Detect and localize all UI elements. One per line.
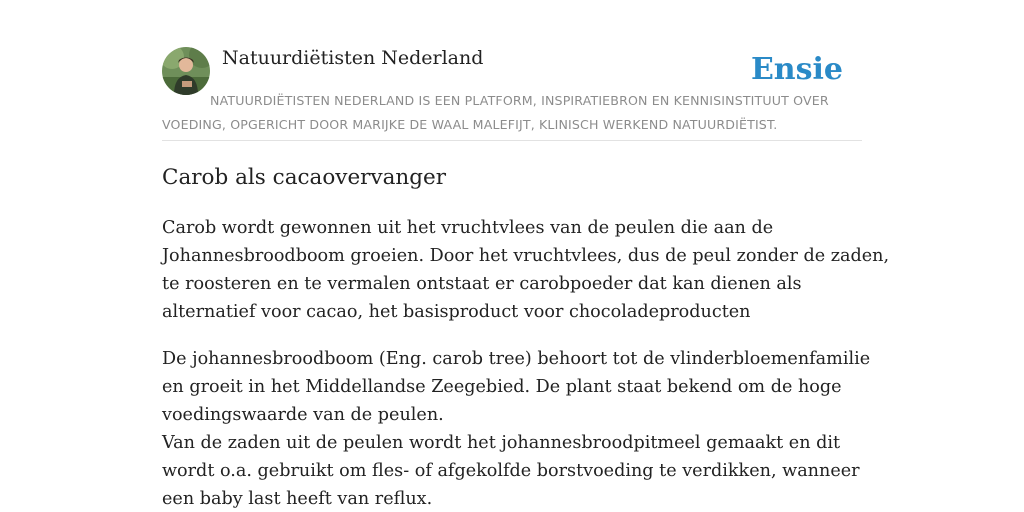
paragraph-line: Johannesbroodboom groeien. Door het vruchtvlees, dus de peul zonder de zaden, [162,246,890,266]
author-header [162,46,862,141]
brand-logo[interactable]: Ensie [750,52,843,87]
avatar-photo-icon [162,47,210,95]
article-content [162,161,890,512]
paragraph-line: Van de zaden uit de peulen wordt het johannesbroodpitmeel gemaakt en dit [162,433,841,453]
author-avatar[interactable] [162,47,210,95]
paragraph-line: te roosteren en te vermalen ontstaat er carobpoeder dat kan dienen als [162,274,802,294]
author-tagline: NATUURDIËTISTEN NEDERLAND IS EEN PLATFORM, INSPIRATIEBRON EN KENNISINSTITUUT OVER VOEDING, OPGERICHT DOOR MARIJKE DE WAAL MALEFIJT, KLINISCH WERKEND NATUURDIËTIST. [162,93,829,132]
paragraph-line: Carob wordt gewonnen uit het vruchtvlees van de peulen die aan de [162,218,774,238]
article-paragraph [162,214,890,326]
paragraph-line: voedingswaarde van de peulen. [162,405,444,425]
paragraph-line: een baby last heeft van reflux. [162,489,433,509]
paragraph-line: alternatief voor cacao, het basisproduct voor chocoladeproducten [162,302,751,322]
author-name[interactable]: Natuurdiëtisten Nederland [222,47,484,69]
paragraph-line: De johannesbroodboom (Eng. carob tree) behoort tot de vlinderbloemenfamilie [162,349,871,369]
article-paragraph [162,345,871,512]
paragraph-line: wordt o.a. gebruikt om fles- of afgekolfde borstvoeding te verdikken, wanneer [162,461,860,481]
article-title: Carob als cacaovervanger [162,165,447,190]
paragraph-line: en groeit in het Middellandse Zeegebied. De plant staat bekend om de hoge [162,377,842,397]
